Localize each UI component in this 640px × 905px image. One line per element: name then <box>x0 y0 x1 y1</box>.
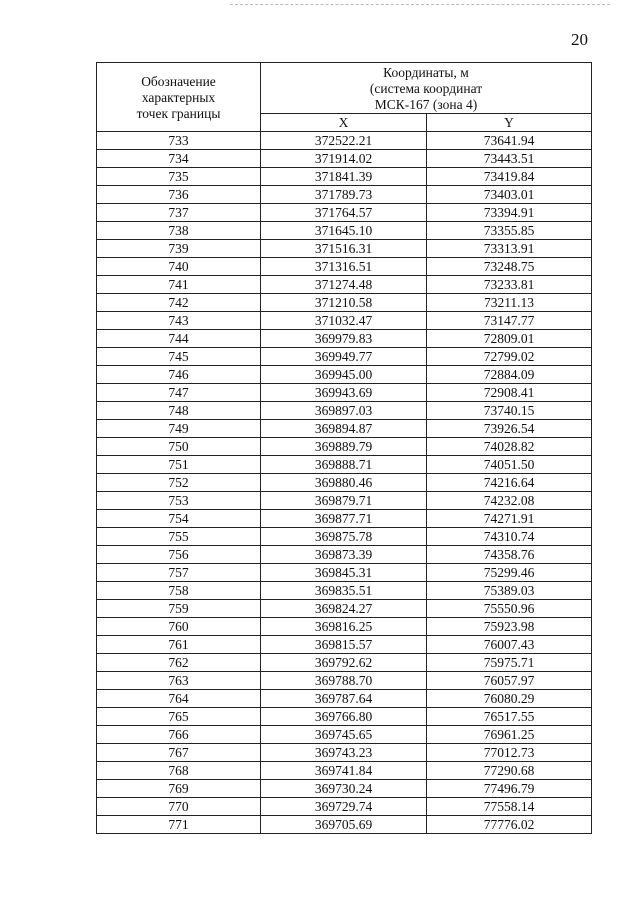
cell-x: 369730.24 <box>261 780 427 798</box>
cell-y: 72809.01 <box>427 330 592 348</box>
table-row <box>97 726 592 744</box>
cell-y: 73394.91 <box>427 204 592 222</box>
cell-point: 770 <box>97 798 261 816</box>
table-row <box>97 744 592 762</box>
cell-x: 369945.00 <box>261 366 427 384</box>
table-row <box>97 546 592 564</box>
cell-point: 768 <box>97 762 261 780</box>
cell-point: 749 <box>97 420 261 438</box>
cell-x: 371764.57 <box>261 204 427 222</box>
cell-y: 73248.75 <box>427 258 592 276</box>
cell-point: 753 <box>97 492 261 510</box>
cell-y: 74028.82 <box>427 438 592 456</box>
header-point-line-1: Обозначение <box>141 74 216 89</box>
cell-y: 73926.54 <box>427 420 592 438</box>
cell-point: 765 <box>97 708 261 726</box>
cell-point: 763 <box>97 672 261 690</box>
table-row <box>97 492 592 510</box>
table-row <box>97 402 592 420</box>
cell-x: 369835.51 <box>261 582 427 600</box>
cell-y: 76517.55 <box>427 708 592 726</box>
cell-x: 369897.03 <box>261 402 427 420</box>
cell-point: 742 <box>97 294 261 312</box>
cell-point: 748 <box>97 402 261 420</box>
table-row <box>97 816 592 834</box>
cell-point: 760 <box>97 618 261 636</box>
cell-x: 371316.51 <box>261 258 427 276</box>
cell-y: 75299.46 <box>427 564 592 582</box>
cell-x: 369792.62 <box>261 654 427 672</box>
table-row <box>97 132 592 150</box>
cell-y: 73233.81 <box>427 276 592 294</box>
cell-x: 369845.31 <box>261 564 427 582</box>
table-row <box>97 204 592 222</box>
cell-point: 739 <box>97 240 261 258</box>
table-row <box>97 582 592 600</box>
table-row <box>97 528 592 546</box>
cell-y: 76080.29 <box>427 690 592 708</box>
cell-point: 740 <box>97 258 261 276</box>
cell-y: 72884.09 <box>427 366 592 384</box>
table-row <box>97 420 592 438</box>
header-point-designation <box>97 63 261 132</box>
cell-y: 77496.79 <box>427 780 592 798</box>
cell-point: 771 <box>97 816 261 834</box>
table-row <box>97 312 592 330</box>
table-row <box>97 348 592 366</box>
cell-point: 744 <box>97 330 261 348</box>
cell-x: 371841.39 <box>261 168 427 186</box>
cell-y: 74310.74 <box>427 528 592 546</box>
table-row <box>97 672 592 690</box>
table-row <box>97 618 592 636</box>
cell-x: 369943.69 <box>261 384 427 402</box>
cell-x: 369745.65 <box>261 726 427 744</box>
cell-x: 369824.27 <box>261 600 427 618</box>
cell-x: 371032.47 <box>261 312 427 330</box>
cell-y: 73419.84 <box>427 168 592 186</box>
table-row <box>97 366 592 384</box>
table-row <box>97 456 592 474</box>
cell-point: 766 <box>97 726 261 744</box>
cell-y: 77776.02 <box>427 816 592 834</box>
cell-point: 750 <box>97 438 261 456</box>
table-row <box>97 690 592 708</box>
cell-point: 751 <box>97 456 261 474</box>
table-row <box>97 240 592 258</box>
table-row <box>97 564 592 582</box>
header-coords-line-1: Координаты, м <box>383 65 469 80</box>
header-point-line-3: точек границы <box>136 106 221 121</box>
cell-y: 75550.96 <box>427 600 592 618</box>
cell-x: 369949.77 <box>261 348 427 366</box>
cell-x: 369788.70 <box>261 672 427 690</box>
table-row <box>97 762 592 780</box>
cell-x: 371516.31 <box>261 240 427 258</box>
table-row <box>97 474 592 492</box>
cell-x: 369816.25 <box>261 618 427 636</box>
cell-point: 755 <box>97 528 261 546</box>
cell-point: 734 <box>97 150 261 168</box>
cell-x: 371914.02 <box>261 150 427 168</box>
cell-x: 369787.64 <box>261 690 427 708</box>
cell-x: 369880.46 <box>261 474 427 492</box>
cell-x: 372522.21 <box>261 132 427 150</box>
cell-point: 752 <box>97 474 261 492</box>
cell-y: 72908.41 <box>427 384 592 402</box>
header-coordinates <box>261 63 592 114</box>
cell-y: 74358.76 <box>427 546 592 564</box>
page-number: 20 <box>571 30 588 49</box>
table-row <box>97 222 592 240</box>
table-row <box>97 150 592 168</box>
cell-y: 73403.01 <box>427 186 592 204</box>
cell-point: 757 <box>97 564 261 582</box>
cell-x: 371210.58 <box>261 294 427 312</box>
table-row <box>97 510 592 528</box>
cell-point: 762 <box>97 654 261 672</box>
cell-y: 75389.03 <box>427 582 592 600</box>
table-row <box>97 168 592 186</box>
cell-point: 743 <box>97 312 261 330</box>
cell-point: 756 <box>97 546 261 564</box>
boundary-coordinates-table <box>96 62 592 834</box>
cell-y: 75923.98 <box>427 618 592 636</box>
cell-y: 74216.64 <box>427 474 592 492</box>
cell-x: 371645.10 <box>261 222 427 240</box>
cell-point: 764 <box>97 690 261 708</box>
cell-x: 371789.73 <box>261 186 427 204</box>
table-body <box>97 132 592 834</box>
table-row <box>97 636 592 654</box>
cell-y: 73313.91 <box>427 240 592 258</box>
cell-y: 73355.85 <box>427 222 592 240</box>
cell-x: 369889.79 <box>261 438 427 456</box>
table-row <box>97 294 592 312</box>
cell-x: 369875.78 <box>261 528 427 546</box>
table-row <box>97 780 592 798</box>
cell-point: 761 <box>97 636 261 654</box>
cell-y: 73211.13 <box>427 294 592 312</box>
cell-point: 738 <box>97 222 261 240</box>
table-row <box>97 708 592 726</box>
cell-point: 758 <box>97 582 261 600</box>
cell-x: 369815.57 <box>261 636 427 654</box>
cell-x: 369879.71 <box>261 492 427 510</box>
cell-y: 73641.94 <box>427 132 592 150</box>
table-row <box>97 600 592 618</box>
cell-x: 369877.71 <box>261 510 427 528</box>
cell-y: 77558.14 <box>427 798 592 816</box>
cell-x: 369873.39 <box>261 546 427 564</box>
table-row <box>97 798 592 816</box>
cell-x: 369741.84 <box>261 762 427 780</box>
header-coords-line-3: МСК-167 (зона 4) <box>374 97 478 112</box>
cell-x: 369729.74 <box>261 798 427 816</box>
cell-x: 369894.87 <box>261 420 427 438</box>
header-x: X <box>261 114 427 132</box>
cell-point: 733 <box>97 132 261 150</box>
cell-point: 746 <box>97 366 261 384</box>
header-point-line-2: характерных <box>141 90 216 105</box>
cell-y: 77012.73 <box>427 744 592 762</box>
cell-y: 73740.15 <box>427 402 592 420</box>
cell-y: 76057.97 <box>427 672 592 690</box>
cell-y: 76961.25 <box>427 726 592 744</box>
cell-y: 76007.43 <box>427 636 592 654</box>
table-row <box>97 258 592 276</box>
table-row <box>97 384 592 402</box>
cell-point: 735 <box>97 168 261 186</box>
cell-point: 754 <box>97 510 261 528</box>
cell-point: 745 <box>97 348 261 366</box>
table-header <box>97 63 592 132</box>
cell-y: 74232.08 <box>427 492 592 510</box>
cell-point: 737 <box>97 204 261 222</box>
cell-y: 75975.71 <box>427 654 592 672</box>
cell-y: 73147.77 <box>427 312 592 330</box>
cell-point: 767 <box>97 744 261 762</box>
cell-point: 769 <box>97 780 261 798</box>
table-row <box>97 276 592 294</box>
cell-x: 371274.48 <box>261 276 427 294</box>
cell-x: 369705.69 <box>261 816 427 834</box>
top-divider-line <box>230 4 610 5</box>
cell-x: 369766.80 <box>261 708 427 726</box>
cell-point: 759 <box>97 600 261 618</box>
cell-x: 369888.71 <box>261 456 427 474</box>
cell-x: 369743.23 <box>261 744 427 762</box>
header-coords-line-2: (система координат <box>369 81 483 96</box>
table-row <box>97 330 592 348</box>
cell-y: 77290.68 <box>427 762 592 780</box>
cell-point: 741 <box>97 276 261 294</box>
cell-y: 74051.50 <box>427 456 592 474</box>
cell-y: 73443.51 <box>427 150 592 168</box>
table-row <box>97 186 592 204</box>
cell-x: 369979.83 <box>261 330 427 348</box>
cell-point: 736 <box>97 186 261 204</box>
table-row <box>97 654 592 672</box>
cell-y: 72799.02 <box>427 348 592 366</box>
cell-point: 747 <box>97 384 261 402</box>
cell-y: 74271.91 <box>427 510 592 528</box>
header-y: Y <box>427 114 592 132</box>
table-row <box>97 438 592 456</box>
